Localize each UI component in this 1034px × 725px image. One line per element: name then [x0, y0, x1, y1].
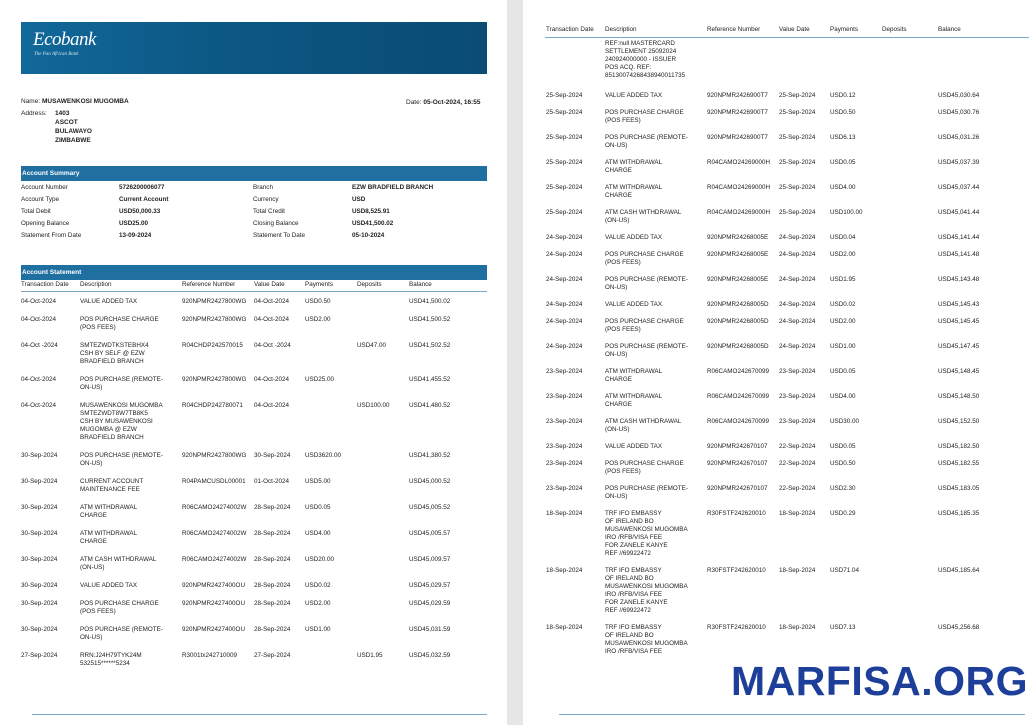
column-heading: Deposits — [882, 26, 907, 33]
cell-ref: R04CHDP242570015 — [182, 342, 243, 349]
summary-label: Statement From Date — [21, 232, 82, 239]
column-heading: Balance — [409, 281, 432, 288]
cell-desc: REF:null MASTERCARD SETTLEMENT 25092024 240924000000 - ISSUER POS ACQ. REF: 85130074268438940011735 — [605, 40, 686, 79]
summary-label: Opening Balance — [21, 220, 70, 227]
cell-desc: VALUE ADDED TAX — [605, 301, 663, 308]
header-rule — [21, 291, 487, 292]
cell-bal: USD45,029.57 — [409, 582, 451, 589]
cell-bal: USD45,005.52 — [409, 504, 451, 511]
cell-pay: USD0.02 — [305, 582, 331, 589]
cell-ref: 920NPMR24268005E — [707, 276, 769, 283]
cell-bal: USD45,148.45 — [938, 368, 980, 375]
cell-pay: USD0.05 — [830, 368, 856, 375]
cell-ref: R30FSTF242620010 — [707, 510, 766, 517]
cell-date: 04-Oct-2024 — [21, 298, 57, 305]
cell-ref: 920NPMR242670107 — [707, 443, 768, 450]
cell-desc: POS PURCHASE CHARGE (POS FEES) — [80, 316, 159, 331]
summary-value: USD25.00 — [119, 220, 149, 227]
cell-bal: USD41,455.52 — [409, 376, 451, 383]
address-line-3: BULAWAYO — [55, 128, 92, 135]
column-heading: Payments — [830, 26, 858, 33]
cell-pay: USD4.00 — [830, 393, 856, 400]
name-label: Name: — [21, 98, 41, 105]
cell-ref: R06CAMO242670099 — [707, 418, 769, 425]
column-heading: Transaction Date — [546, 26, 594, 33]
cell-desc: POS PURCHASE CHARGE (POS FEES) — [605, 109, 684, 124]
cell-date: 27-Sep-2024 — [21, 652, 58, 659]
cell-date: 24-Sep-2024 — [546, 318, 583, 325]
customer-name: MUSAWENKOSI MUGOMBA — [41, 98, 129, 105]
cell-ref: R30FSTF242620010 — [707, 567, 766, 574]
cell-vdate: 25-Sep-2024 — [779, 92, 816, 99]
cell-ref: R04CHDP242780071 — [182, 402, 243, 409]
cell-vdate: 28-Sep-2024 — [254, 600, 291, 607]
summary-value: 13-09-2024 — [119, 232, 152, 239]
cell-date: 18-Sep-2024 — [546, 624, 583, 631]
cell-vdate: 24-Sep-2024 — [779, 318, 816, 325]
cell-bal: USD45,185.64 — [938, 567, 980, 574]
cell-vdate: 24-Sep-2024 — [779, 234, 816, 241]
cell-vdate: 23-Sep-2024 — [779, 418, 816, 425]
summary-label: Account Number — [21, 184, 68, 191]
cell-date: 24-Sep-2024 — [546, 343, 583, 350]
cell-date: 23-Sep-2024 — [546, 485, 583, 492]
address-line-1: 1403 — [55, 110, 70, 117]
cell-bal: USD45,182.50 — [938, 443, 980, 450]
cell-bal: USD45,143.48 — [938, 276, 980, 283]
cell-desc: MUSAWENKOSI MUGOMBA SMTEZWDT8W7TB8K5 CSH BY MUSAWENKOSI MUGOMBA @ EZW BRADFIELD BRANCH — [80, 402, 163, 441]
account-statement-header: Account Statement — [21, 265, 487, 280]
cell-ref: 920NPMR2426900T7 — [707, 92, 768, 99]
date-value: 05-Oct-2024, 16:55 — [423, 99, 481, 106]
cell-ref: 920NPMR2427400OU — [182, 582, 246, 589]
cell-desc: POS PURCHASE (REMOTE- ON-US) — [605, 276, 688, 291]
cell-bal: USD45,183.05 — [938, 485, 980, 492]
cell-dep: USD100.00 — [357, 402, 390, 409]
cell-ref: 920NPMR2427800WG — [182, 452, 247, 459]
cell-desc: SMTEZWDTKSTEBHX4 CSH BY SELF @ EZW BRADFIELD BRANCH — [80, 342, 149, 365]
cell-vdate: 22-Sep-2024 — [779, 443, 816, 450]
cell-dep: USD1.95 — [357, 652, 383, 659]
cell-pay: USD3620.00 — [305, 452, 342, 459]
cell-bal: USD41,500.02 — [409, 298, 451, 305]
column-heading: Value Date — [779, 26, 810, 33]
cell-pay: USD0.05 — [830, 443, 856, 450]
cell-vdate: 18-Sep-2024 — [779, 510, 816, 517]
cell-bal: USD41,480.52 — [409, 402, 451, 409]
cell-date: 30-Sep-2024 — [21, 530, 58, 537]
cell-ref: R06CAMO24274002W — [182, 504, 247, 511]
cell-vdate: 24-Sep-2024 — [779, 251, 816, 258]
cell-pay: USD0.50 — [830, 460, 856, 467]
cell-date: 30-Sep-2024 — [21, 452, 58, 459]
cell-desc: POS PURCHASE CHARGE (POS FEES) — [605, 251, 684, 266]
column-heading: Payments — [305, 281, 333, 288]
cell-desc: TRF IFO EMBASSY OF IRELAND BO MUSAWENKOSI MUGOMBA IRO /RFB/VISA FEE — [605, 624, 688, 655]
summary-value: EZW BRADFIELD BRANCH — [352, 184, 434, 191]
cell-pay: USD1.00 — [830, 343, 856, 350]
cell-vdate: 24-Sep-2024 — [779, 301, 816, 308]
cell-date: 23-Sep-2024 — [546, 368, 583, 375]
cell-desc: ATM WITHDRAWAL CHARGE — [605, 159, 663, 174]
column-heading: Reference Number — [182, 281, 236, 288]
cell-ref: 920NPMR2427800WG — [182, 298, 247, 305]
cell-ref: 920NPMR24268005E — [707, 251, 769, 258]
cell-desc: ATM WITHDRAWAL CHARGE — [80, 504, 138, 519]
cell-date: 23-Sep-2024 — [546, 460, 583, 467]
cell-desc: POS PURCHASE (REMOTE- ON-US) — [605, 343, 688, 358]
address-line-4: ZIMBABWE — [55, 137, 91, 144]
cell-vdate: 28-Sep-2024 — [254, 582, 291, 589]
summary-label: Total Debit — [21, 208, 51, 215]
cell-vdate: 04-Oct-2024 — [254, 376, 290, 383]
cell-date: 24-Sep-2024 — [546, 251, 583, 258]
cell-date: 30-Sep-2024 — [21, 582, 58, 589]
cell-date: 24-Sep-2024 — [546, 234, 583, 241]
cell-date: 25-Sep-2024 — [546, 92, 583, 99]
date-label: Date: — [406, 99, 422, 106]
column-heading: Reference Number — [707, 26, 761, 33]
cell-desc: CURRENT ACCOUNT MAINTENANCE FEE — [80, 478, 144, 493]
cell-date: 18-Sep-2024 — [546, 510, 583, 517]
cell-date: 23-Sep-2024 — [546, 418, 583, 425]
statement-date — [406, 99, 480, 107]
cell-pay: USD5.00 — [305, 478, 331, 485]
cell-date: 23-Sep-2024 — [546, 443, 583, 450]
cell-ref: R30FSTF242620010 — [707, 624, 766, 631]
cell-desc: VALUE ADDED TAX — [605, 92, 663, 99]
cell-date: 30-Sep-2024 — [21, 478, 58, 485]
cell-vdate: 25-Sep-2024 — [779, 109, 816, 116]
cell-date: 25-Sep-2024 — [546, 159, 583, 166]
cell-desc: VALUE ADDED TAX — [605, 234, 663, 241]
cell-vdate: 28-Sep-2024 — [254, 530, 291, 537]
summary-value: 5726200006077 — [119, 184, 165, 191]
bank-tagline: The Pan African Bank — [34, 52, 79, 57]
cell-desc: POS PURCHASE (REMOTE- ON-US) — [605, 485, 688, 500]
cell-pay: USD1.95 — [830, 276, 856, 283]
cell-ref: 920NPMR242670107 — [707, 460, 768, 467]
cell-pay: USD0.04 — [830, 234, 856, 241]
cell-vdate: 28-Sep-2024 — [254, 626, 291, 633]
cell-vdate: 25-Sep-2024 — [779, 209, 816, 216]
cell-vdate: 28-Sep-2024 — [254, 556, 291, 563]
cell-vdate: 28-Sep-2024 — [254, 504, 291, 511]
cell-vdate: 25-Sep-2024 — [779, 184, 816, 191]
address-label: Address: — [21, 110, 47, 117]
cell-date: 23-Sep-2024 — [546, 393, 583, 400]
cell-pay: USD2.00 — [830, 251, 856, 258]
cell-ref: R06CAMO24274002W — [182, 556, 247, 563]
cell-desc: RRN:J24H79TYK24M 532515******5234 — [80, 652, 142, 667]
cell-vdate: 04-Oct-2024 — [254, 316, 290, 323]
summary-label: Closing Balance — [253, 220, 299, 227]
cell-pay: USD71.04 — [830, 567, 860, 574]
cell-bal: USD45,152.50 — [938, 418, 980, 425]
cell-vdate: 25-Sep-2024 — [779, 134, 816, 141]
cell-bal: USD45,185.35 — [938, 510, 980, 517]
cell-date: 25-Sep-2024 — [546, 184, 583, 191]
summary-label: Total Credit — [253, 208, 285, 215]
cell-vdate: 23-Sep-2024 — [779, 393, 816, 400]
statement-page-1 — [0, 0, 507, 725]
cell-date: 25-Sep-2024 — [546, 109, 583, 116]
cell-desc: TRF IFO EMBASSY OF IRELAND BO MUSAWENKOSI MUGOMBA IRO /RFB/VISA FEE FOR ZANELE KANYE REF //69922472 — [605, 567, 688, 614]
cell-ref: 920NPMR2427400OU — [182, 626, 246, 633]
footer-rule — [32, 714, 487, 715]
cell-bal: USD45,005.57 — [409, 530, 451, 537]
cell-date: 25-Sep-2024 — [546, 209, 583, 216]
header-rule-page-2 — [545, 37, 1029, 38]
statement-page-2 — [523, 0, 1034, 725]
cell-pay: USD1.00 — [305, 626, 331, 633]
cell-bal: USD45,148.50 — [938, 393, 980, 400]
cell-pay: USD2.00 — [305, 600, 331, 607]
cell-vdate: 23-Sep-2024 — [779, 368, 816, 375]
summary-label: Statement To Date — [253, 232, 306, 239]
cell-ref: R06CAMO242670099 — [707, 393, 769, 400]
cell-bal: USD45,032.59 — [409, 652, 451, 659]
cell-date: 30-Sep-2024 — [21, 600, 58, 607]
column-heading: Transaction Date — [21, 281, 69, 288]
cell-desc: ATM WITHDRAWAL CHARGE — [605, 368, 663, 383]
cell-desc: ATM WITHDRAWAL CHARGE — [605, 184, 663, 199]
column-heading: Value Date — [254, 281, 285, 288]
summary-value: USD41,500.02 — [352, 220, 394, 227]
cell-vdate: 04-Oct -2024 — [254, 342, 291, 349]
cell-ref: 920NPMR2427800WG — [182, 316, 247, 323]
cell-bal: USD45,030.76 — [938, 109, 980, 116]
cell-ref: 920NPMR24268005D — [707, 301, 769, 308]
cell-vdate: 04-Oct-2024 — [254, 298, 290, 305]
cell-pay: USD7.13 — [830, 624, 856, 631]
cell-pay: USD2.00 — [305, 316, 331, 323]
cell-date: 04-Oct-2024 — [21, 376, 57, 383]
cell-ref: R04CAMO24269000H — [707, 184, 771, 191]
cell-pay: USD6.13 — [830, 134, 856, 141]
cell-pay: USD2.00 — [830, 318, 856, 325]
cell-desc: POS PURCHASE CHARGE (POS FEES) — [605, 318, 684, 333]
cell-bal: USD41,500.52 — [409, 316, 451, 323]
cell-desc: ATM CASH WITHDRAWAL (ON-US) — [605, 418, 682, 433]
cell-bal: USD45,030.64 — [938, 92, 980, 99]
cell-vdate: 18-Sep-2024 — [779, 624, 816, 631]
cell-desc: ATM CASH WITHDRAWAL (ON-US) — [80, 556, 157, 571]
footer-rule-page-2 — [559, 714, 1025, 715]
cell-vdate: 22-Sep-2024 — [779, 485, 816, 492]
cell-pay: USD0.02 — [830, 301, 856, 308]
cell-ref: R06CAMO24274002W — [182, 530, 247, 537]
cell-bal: USD45,041.44 — [938, 209, 980, 216]
cell-desc: ATM WITHDRAWAL CHARGE — [80, 530, 138, 545]
summary-label: Currency — [253, 196, 279, 203]
cell-desc: ATM WITHDRAWAL CHARGE — [605, 393, 663, 408]
cell-pay: USD0.05 — [305, 504, 331, 511]
cell-bal: USD45,031.59 — [409, 626, 451, 633]
cell-vdate: 30-Sep-2024 — [254, 452, 291, 459]
cell-bal: USD45,037.39 — [938, 159, 980, 166]
cell-desc: POS PURCHASE (REMOTE- ON-US) — [80, 376, 163, 391]
cell-ref: R3001tx242710009 — [182, 652, 237, 659]
cell-date: 30-Sep-2024 — [21, 556, 58, 563]
cell-desc: POS PURCHASE CHARGE (POS FEES) — [605, 460, 684, 475]
cell-bal: USD45,145.43 — [938, 301, 980, 308]
summary-value: Current Account — [119, 196, 169, 203]
cell-bal: USD45,029.59 — [409, 600, 451, 607]
summary-value: 05-10-2024 — [352, 232, 385, 239]
cell-vdate: 24-Sep-2024 — [779, 276, 816, 283]
cell-desc: ATM CASH WITHDRAWAL (ON-US) — [605, 209, 682, 224]
cell-date: 24-Sep-2024 — [546, 301, 583, 308]
account-summary-header: Account Summary — [21, 166, 487, 181]
cell-pay: USD2.30 — [830, 485, 856, 492]
customer-name-line — [21, 98, 129, 106]
cell-bal: USD41,380.52 — [409, 452, 451, 459]
cell-vdate: 27-Sep-2024 — [254, 652, 291, 659]
cell-bal: USD45,145.45 — [938, 318, 980, 325]
cell-date: 30-Sep-2024 — [21, 626, 58, 633]
cell-pay: USD0.29 — [830, 510, 856, 517]
cell-vdate: 25-Sep-2024 — [779, 159, 816, 166]
cell-pay: USD0.50 — [305, 298, 331, 305]
cell-bal: USD45,037.44 — [938, 184, 980, 191]
cell-pay: USD0.12 — [830, 92, 856, 99]
cell-vdate: 01-Oct-2024 — [254, 478, 290, 485]
cell-pay: USD100.00 — [830, 209, 863, 216]
cell-desc: POS PURCHASE CHARGE (POS FEES) — [80, 600, 159, 615]
cell-ref: R04CAMO24269000H — [707, 159, 771, 166]
cell-bal: USD45,182.55 — [938, 460, 980, 467]
cell-ref: R04CAMO24269000H — [707, 209, 771, 216]
cell-desc: POS PURCHASE (REMOTE- ON-US) — [80, 626, 163, 641]
cell-pay: USD4.00 — [305, 530, 331, 537]
cell-bal: USD45,000.52 — [409, 478, 451, 485]
cell-ref: 920NPMR2426900T7 — [707, 134, 768, 141]
column-heading: Balance — [938, 26, 961, 33]
cell-pay: USD0.50 — [830, 109, 856, 116]
cell-ref: 920NPMR24268005E — [707, 234, 769, 241]
cell-pay: USD4.00 — [830, 184, 856, 191]
summary-value: USD8,525.91 — [352, 208, 390, 215]
cell-bal: USD45,147.45 — [938, 343, 980, 350]
cell-bal: USD45,009.57 — [409, 556, 451, 563]
cell-desc: POS PURCHASE (REMOTE- ON-US) — [605, 134, 688, 149]
cell-vdate: 22-Sep-2024 — [779, 460, 816, 467]
cell-desc: VALUE ADDED TAX — [80, 582, 138, 589]
cell-pay: USD0.05 — [830, 159, 856, 166]
cell-ref: 920NPMR2427800WG — [182, 376, 247, 383]
cell-bal: USD45,141.48 — [938, 251, 980, 258]
summary-value: USD — [352, 196, 366, 203]
cell-pay: USD30.00 — [830, 418, 860, 425]
column-heading: Deposits — [357, 281, 382, 288]
cell-ref: 920NPMR24268005D — [707, 318, 769, 325]
summary-value: USD50,000.33 — [119, 208, 161, 215]
summary-label: Account Type — [21, 196, 60, 203]
cell-date: 04-Oct -2024 — [21, 342, 58, 349]
cell-date: 25-Sep-2024 — [546, 134, 583, 141]
cell-vdate: 04-Oct-2024 — [254, 402, 290, 409]
watermark: MARFISA.ORG — [731, 658, 1029, 704]
cell-bal: USD45,256.68 — [938, 624, 980, 631]
column-heading: Description — [80, 281, 112, 288]
cell-date: 30-Sep-2024 — [21, 504, 58, 511]
address-line-2: ASCOT — [55, 119, 78, 126]
cell-desc: VALUE ADDED TAX — [80, 298, 138, 305]
column-heading: Description — [605, 26, 637, 33]
ecobank-logo: Ecobank — [33, 29, 96, 50]
cell-bal: USD45,031.26 — [938, 134, 980, 141]
cell-ref: 920NPMR2426900T7 — [707, 109, 768, 116]
summary-label: Branch — [253, 184, 273, 191]
cell-ref: 920NPMR242670107 — [707, 485, 768, 492]
cell-pay: USD20.00 — [305, 556, 335, 563]
cell-bal: USD45,141.44 — [938, 234, 980, 241]
cell-dep: USD47.00 — [357, 342, 387, 349]
bank-header-banner — [21, 22, 487, 74]
cell-date: 24-Sep-2024 — [546, 276, 583, 283]
cell-desc: POS PURCHASE (REMOTE- ON-US) — [80, 452, 163, 467]
cell-pay: USD25.00 — [305, 376, 335, 383]
cell-ref: 920NPMR24268005D — [707, 343, 769, 350]
cell-desc: VALUE ADDED TAX — [605, 443, 663, 450]
cell-date: 04-Oct-2024 — [21, 316, 57, 323]
cell-vdate: 18-Sep-2024 — [779, 567, 816, 574]
cell-bal: USD41,502.52 — [409, 342, 451, 349]
cell-date: 04-Oct-2024 — [21, 402, 57, 409]
cell-ref: 920NPMR2427400OU — [182, 600, 246, 607]
cell-ref: R06CAMO242670099 — [707, 368, 769, 375]
cell-date: 18-Sep-2024 — [546, 567, 583, 574]
cell-ref: R04PAMCUSDL00001 — [182, 478, 246, 485]
cell-desc: TRF IFO EMBASSY OF IRELAND BO MUSAWENKOSI MUGOMBA IRO /RFB/VISA FEE FOR ZANELE KANYE REF //69922472 — [605, 510, 688, 557]
cell-vdate: 24-Sep-2024 — [779, 343, 816, 350]
